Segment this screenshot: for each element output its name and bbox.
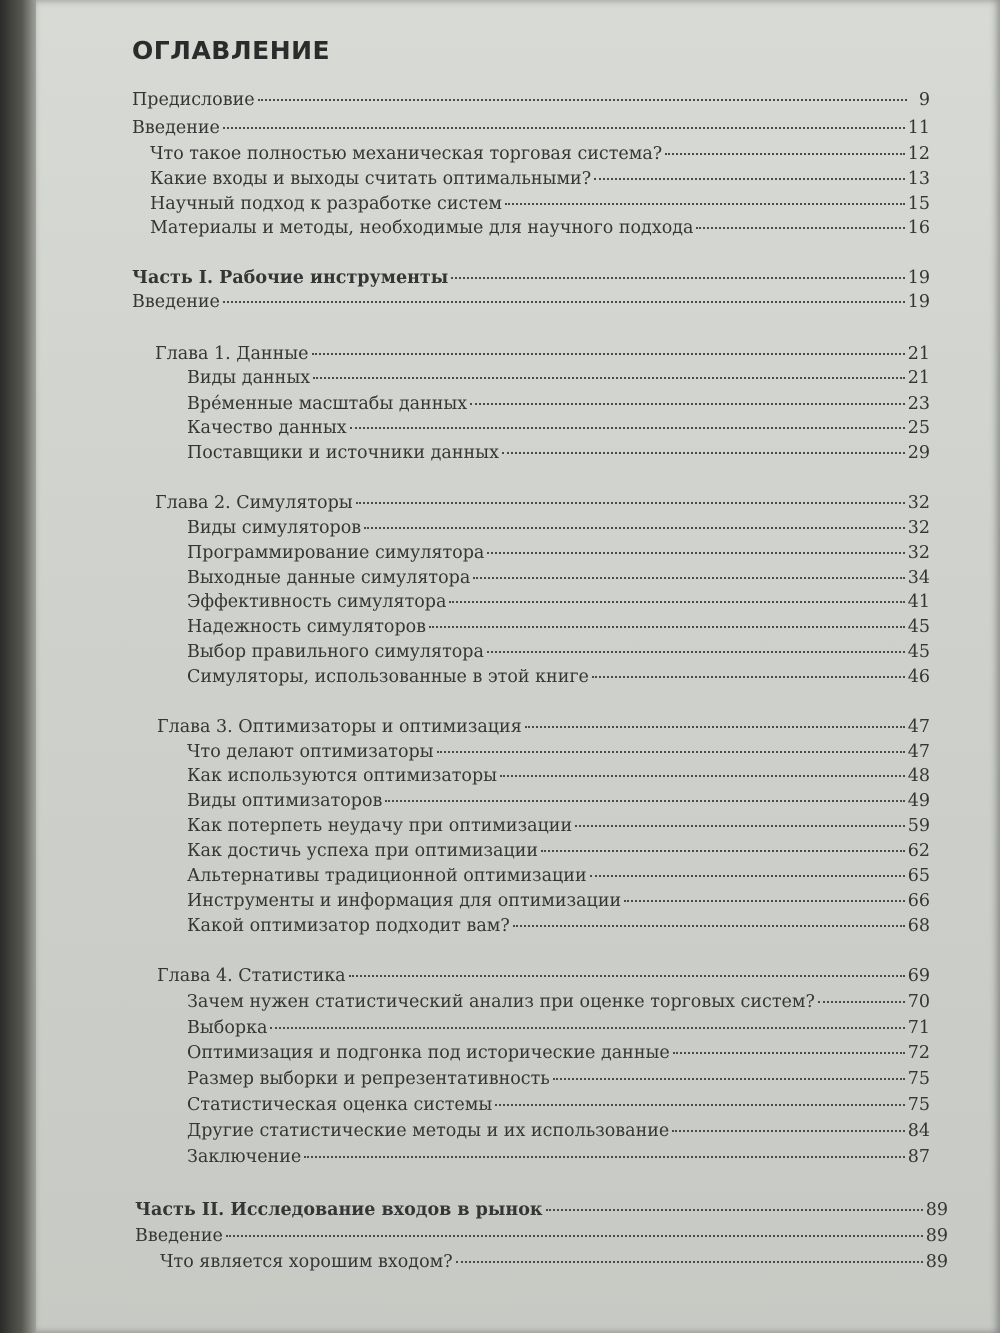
toc-page-number: 75 bbox=[907, 1069, 930, 1089]
toc-page-number: 11 bbox=[907, 118, 930, 138]
toc-page-number: 32 bbox=[907, 518, 930, 538]
toc-entry: Оптимизация и подгонка под исторические данные 72 bbox=[187, 1043, 930, 1063]
toc-page-number: 9 bbox=[918, 90, 930, 110]
toc-entry: Какой оптимизатор подходит вам? 68 bbox=[187, 916, 930, 936]
toc-entry: Какие входы и выходы считать оптимальными? 13 bbox=[150, 169, 930, 189]
toc-part-entry: Часть II. Исследование входов в рынок 89 bbox=[135, 1200, 948, 1220]
toc-page-number: 71 bbox=[907, 1018, 930, 1038]
toc-entry: Надежность симуляторов 45 bbox=[187, 617, 930, 637]
toc-page-number: 65 bbox=[907, 866, 930, 886]
toc-entry: Качество данных 25 bbox=[187, 418, 930, 438]
toc-entry: Материалы и методы, необходимые для научного подхода 16 bbox=[150, 218, 930, 238]
toc-entry: Введение 89 bbox=[135, 1226, 948, 1246]
toc-entry: Программирование симулятора 32 bbox=[187, 543, 930, 563]
toc-page-number: 32 bbox=[907, 543, 930, 563]
toc-entry: Что является хорошим входом? 89 bbox=[160, 1252, 948, 1272]
toc-page-number: 34 bbox=[907, 568, 930, 588]
toc-page-number: 84 bbox=[907, 1121, 930, 1141]
toc-entry: Зачем нужен статистический анализ при оценке торговых систем? 70 bbox=[187, 992, 930, 1012]
toc-page-number: 75 bbox=[907, 1095, 930, 1115]
toc-page-number: 32 bbox=[907, 493, 930, 513]
toc-page-number: 29 bbox=[907, 443, 930, 463]
toc-page-number: 72 bbox=[907, 1043, 930, 1063]
toc-page-number: 25 bbox=[907, 418, 930, 438]
toc-page-number: 89 bbox=[925, 1252, 948, 1272]
toc-chapter-entry: Глава 4. Статистика 69 bbox=[157, 966, 930, 986]
toc-page-number: 62 bbox=[907, 841, 930, 861]
toc-page-number: 89 bbox=[925, 1226, 948, 1246]
toc-heading: ОГЛАВЛЕНИЕ bbox=[132, 36, 331, 65]
toc-page-number: 69 bbox=[907, 966, 930, 986]
toc-entry: Введение 19 bbox=[132, 292, 930, 312]
toc-chapter-entry: Глава 2. Симуляторы 32 bbox=[155, 493, 930, 513]
toc-entry: Заключение 87 bbox=[187, 1147, 930, 1167]
toc-page-number: 46 bbox=[907, 667, 930, 687]
toc-entry: Инструменты и информация для оптимизации 66 bbox=[187, 891, 930, 911]
toc-entry: Как потерпеть неудачу при оптимизации 59 bbox=[187, 816, 930, 836]
toc-entry: Эффективность симулятора 41 bbox=[187, 592, 930, 612]
toc-part-entry: Часть I. Рабочие инструменты 19 bbox=[132, 268, 930, 288]
toc-page-number: 48 bbox=[907, 766, 930, 786]
toc-page-number: 68 bbox=[907, 916, 930, 936]
toc-entry: Виды данных 21 bbox=[187, 368, 930, 388]
toc-page-number: 23 bbox=[907, 394, 930, 414]
toc-page-number: 49 bbox=[907, 791, 930, 811]
toc-page-number: 70 bbox=[907, 992, 930, 1012]
toc-page-number: 87 bbox=[907, 1147, 930, 1167]
toc-entry: Статистическая оценка системы 75 bbox=[187, 1095, 930, 1115]
toc-entry: Вре́менные масштабы данных 23 bbox=[187, 394, 930, 414]
toc-entry: Выходные данные симулятора 34 bbox=[187, 568, 930, 588]
toc-page-number: 45 bbox=[907, 617, 930, 637]
toc-chapter-entry: Глава 3. Оптимизаторы и оптимизация 47 bbox=[157, 717, 930, 737]
toc-entry: Размер выборки и репрезентативность 75 bbox=[187, 1069, 930, 1089]
toc-page-number: 16 bbox=[907, 218, 930, 238]
toc-entry: Что делают оптимизаторы 47 bbox=[187, 742, 930, 762]
toc-entry: Что такое полностью механическая торговая система? 12 bbox=[150, 144, 930, 164]
toc-page-number: 41 bbox=[907, 592, 930, 612]
toc-entry: Симуляторы, использованные в этой книге 46 bbox=[187, 667, 930, 687]
toc-page-number: 21 bbox=[907, 344, 930, 364]
toc-page-number: 15 bbox=[907, 194, 930, 214]
toc-entry: Предисловие 9 bbox=[132, 90, 930, 110]
toc-entry: Научный подход к разработке систем 15 bbox=[150, 194, 930, 214]
toc-entry: Другие статистические методы и их использование 84 bbox=[187, 1121, 930, 1141]
toc-entry: Альтернативы традиционной оптимизации 65 bbox=[187, 866, 930, 886]
toc-page-number: 19 bbox=[907, 268, 930, 288]
toc-chapter-entry: Глава 1. Данные 21 bbox=[155, 344, 930, 364]
toc-page-number: 59 bbox=[907, 816, 930, 836]
toc-page-number: 12 bbox=[907, 144, 930, 164]
toc-entry: Как используются оптимизаторы 48 bbox=[187, 766, 930, 786]
toc-entry: Выборка 71 bbox=[187, 1018, 930, 1038]
toc-page-number: 13 bbox=[907, 169, 930, 189]
toc-page-number: 19 bbox=[907, 292, 930, 312]
toc-page-number: 21 bbox=[907, 368, 930, 388]
toc-entry: Как достичь успеха при оптимизации 62 bbox=[187, 841, 930, 861]
toc-page-number: 47 bbox=[907, 742, 930, 762]
toc-page-number: 66 bbox=[907, 891, 930, 911]
toc-entry: Виды оптимизаторов 49 bbox=[187, 791, 930, 811]
toc-page-number: 45 bbox=[907, 642, 930, 662]
toc-entry: Виды симуляторов 32 bbox=[187, 518, 930, 538]
toc-entry: Введение 11 bbox=[132, 118, 930, 138]
toc-entry: Поставщики и источники данных 29 bbox=[187, 443, 930, 463]
toc-page-number: 89 bbox=[925, 1200, 948, 1220]
toc-entry: Выбор правильного симулятора 45 bbox=[187, 642, 930, 662]
toc-page-number: 47 bbox=[907, 717, 930, 737]
